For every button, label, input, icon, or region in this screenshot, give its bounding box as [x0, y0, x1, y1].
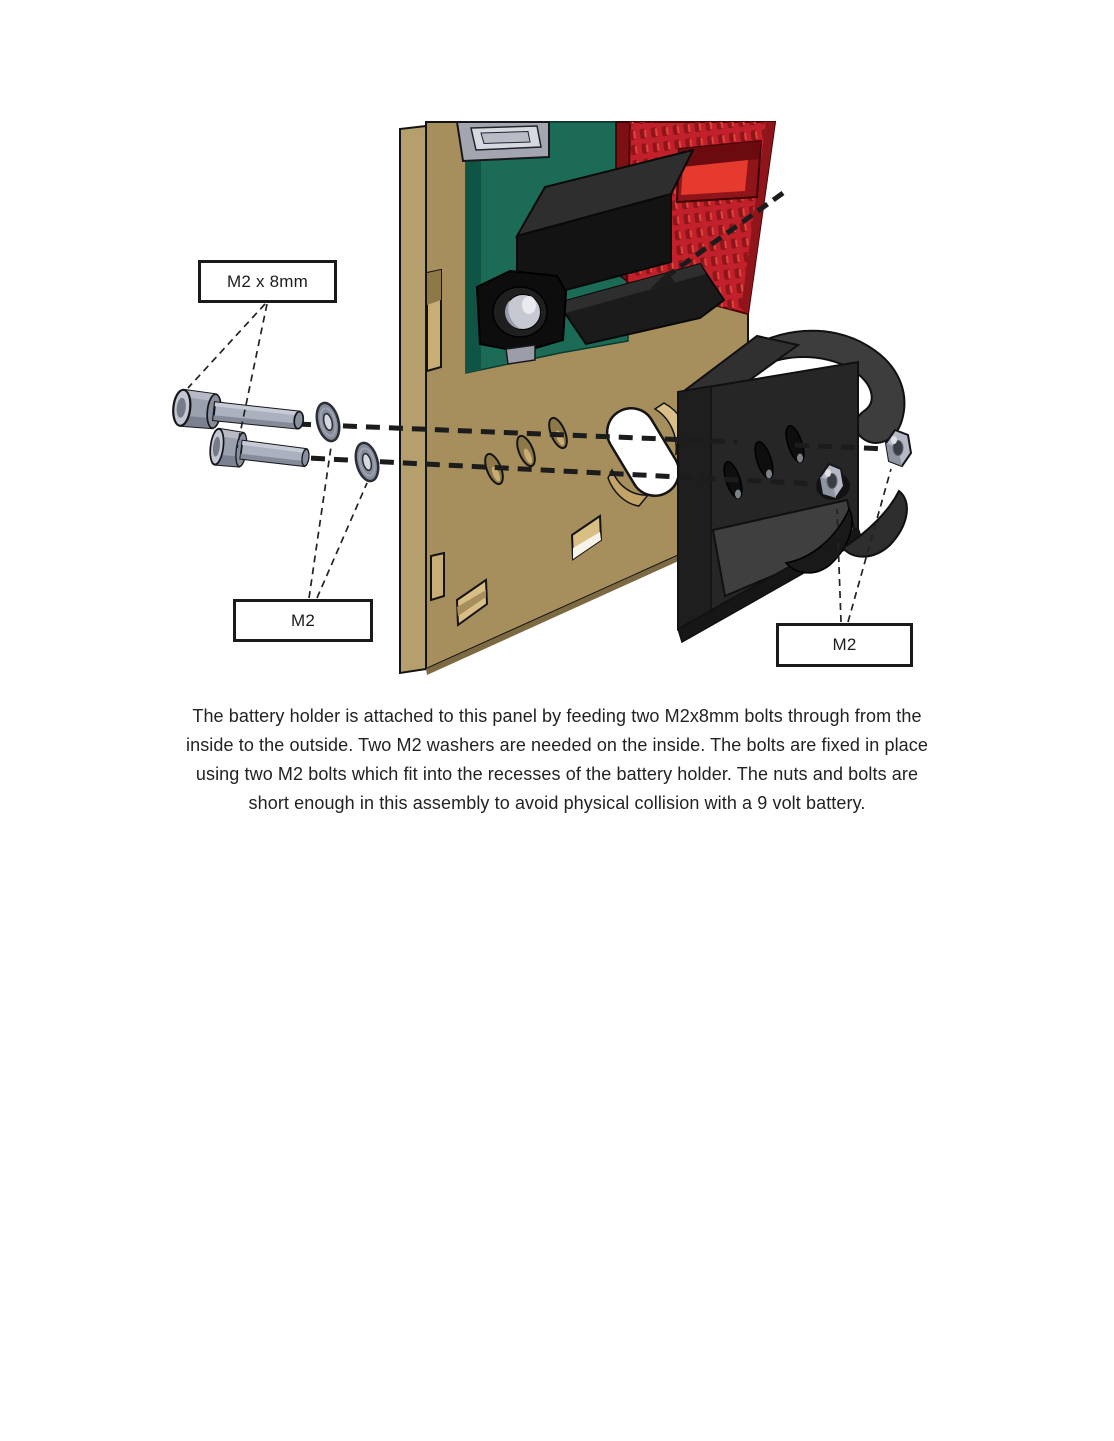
usb-connector: [457, 122, 549, 161]
leader-bolt-2: [237, 304, 267, 448]
panel-slot-bottom: [431, 553, 444, 600]
leader-washer-2: [317, 483, 367, 598]
callout-label-washer: M2: [290, 610, 316, 630]
callout-box-nut: [776, 623, 913, 667]
bolt-m2x8-lower: [208, 428, 311, 476]
callout-label-nut: M2: [832, 635, 857, 654]
assembly-diagram-svg: [0, 0, 1114, 700]
holder-left-edge: [678, 386, 711, 629]
assembly-diagram: [0, 0, 1114, 700]
leader-bolt-1: [188, 304, 265, 388]
caption-line: short enough in this assembly to avoid physical collision with a 9 volt battery.: [248, 793, 866, 813]
caption-paragraph: [0, 702, 1114, 818]
panel-slot-top: [427, 270, 441, 371]
washer-m2-lower: [352, 441, 382, 484]
caption-line: The battery holder is attached to this panel by feeding two M2x8mm bolts through from the: [192, 706, 922, 726]
callout-label-bolt: M2 x 8mm: [227, 271, 308, 291]
callout-box-bolt: [198, 260, 337, 303]
caption-line: inside to the outside. Two M2 washers are needed on the inside. The bolts are fixed in place: [186, 735, 928, 755]
washer-m2-upper: [313, 401, 343, 444]
battery-holder: [678, 331, 907, 642]
callout-box-washer: [233, 599, 373, 642]
caption-line: using two M2 bolts which fit into the recesses of the battery holder. The nuts and bolts are: [195, 764, 919, 784]
